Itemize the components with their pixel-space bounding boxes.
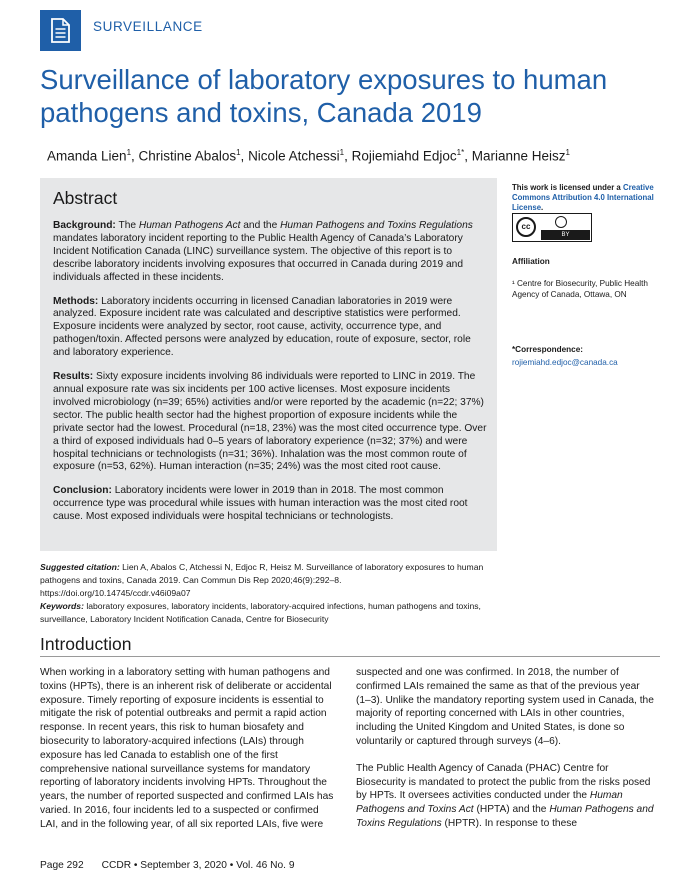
abstract-conclusion — [53, 485, 487, 524]
body-column-left — [40, 666, 338, 845]
results-text: Sixty exposure incidents involving 86 individuals were reported to LINC in 2019. The annual exposure rate was six incidents per 100 active licenses. Most exposure incidents involved microbiology (n=39; 65%) activities and/or were reported by the academic (n=22; 37%) sector. The public health sector had the highest proportion of exposure incidents while the private sector had the lowest. Procedural (n=18, 23%) was the most cited occurrence type. Over a third of exposed individuals had 0–5 years of laboratory experience (n=32; 37%) and were hospital technicians or technologists (n=31; 36%). Inhalation was the most common route of exposure (n=53, 62%). Human interaction (n=35; 24%) was the most cited root cause. — [53, 371, 487, 473]
suggested-citation-text: Lien A, Abalos C, Atchessi N, Edjoc R, Heisz M. Surveillance of laboratory exposures to human pathogens and toxins, Canada 2019. Can Commun Dis Rep 2020;46(9):292–8. https://doi.org/10.14745/ccdr.v46i09a07 — [40, 562, 484, 598]
methods-text: Laboratory incidents occurring in licensed Canadian laboratories in 2019 were analyzed. Exposure incident rate was calculated and descriptive statistics were performed. Exposure incidents were analyzed by sector, root cause, activity, occurrence type, and pathogen/toxin. Affected persons were analyzed by education, route of exposure, sector, role and laboratory experience. — [53, 295, 471, 359]
citation-block — [40, 561, 490, 626]
section-divider — [40, 656, 660, 657]
background-text: mandates laboratory incident reporting to the Public Health Agency of Canada’s Laboratory Incident Notification Canada (LINC) surveillance system. The objective of this report is to describe laboratory incidents involving exposures that occurred in Canada during 2019 and individuals affected in these incidents. — [53, 232, 464, 283]
document-icon — [51, 18, 70, 43]
body-text: The Public Health Agency of Canada (PHAC) Centre for Biosecurity is mandated to protect the public from the risks posed by HPTs. It oversees activities conducted under the — [356, 762, 651, 802]
regulations-name: Human Pathogens and Toxins Regulations — [356, 804, 654, 829]
author-name: Marianne Heisz — [471, 148, 566, 164]
title-line-2: pathogens and toxins, Canada 2019 — [40, 97, 482, 128]
keywords-text: laboratory exposures, laboratory incidents, laboratory-acquired infections, human pathogens and toxins, surveillance, Laboratory Incident Notification Canada, Centre for Biosecurity — [40, 601, 481, 624]
methods-label: Methods: — [53, 295, 99, 307]
author-list: Amanda Lien$^1$, Christine Abalos$^1$, Nicole Atchessi$^1$, Rojiemiahd Edjoc$^{1*}$, Marianne Heisz$^1$ — [47, 148, 570, 164]
author-name: Rojiemiahd Edjoc — [351, 148, 457, 164]
author-name: Nicole Atchessi — [248, 148, 340, 164]
conclusion-text: Laboratory incidents were lower in 2019 than in 2018. The most common occurrence type was procedural while issues with human interaction was the most cited root cause. Most exposed individuals were hospital technicians or technologists. — [53, 485, 468, 523]
license-suffix: . — [541, 203, 544, 212]
keywords-label: Keywords: — [40, 601, 84, 611]
act-name: Human Pathogens Act — [138, 220, 241, 231]
author-affiliation-mark: 1 — [236, 148, 241, 157]
author-name: Amanda Lien — [47, 148, 127, 164]
cc-icon: cc — [516, 217, 536, 237]
page-footer — [40, 860, 313, 871]
background-text: The — [115, 220, 139, 231]
page-number: Page 292 — [40, 860, 84, 871]
abstract-methods — [53, 296, 487, 361]
regulations-name: Human Pathogens and Toxins Regulations — [280, 220, 473, 231]
author-affiliation-mark: 1 — [126, 148, 132, 157]
article-title — [40, 63, 660, 129]
abstract-heading: Abstract — [53, 188, 118, 208]
conclusion-label: Conclusion: — [53, 485, 112, 497]
license-link[interactable]: Creative Commons Attribution 4.0 International License — [512, 183, 654, 212]
abstract-results — [53, 371, 487, 474]
section-label: SURVEILLANCE — [93, 19, 203, 34]
author-affiliation-mark: 1 — [339, 148, 345, 157]
section-badge — [40, 10, 81, 51]
background-label: Background: — [53, 220, 116, 231]
author-name: Christine Abalos — [138, 148, 237, 164]
background-text: and the — [240, 220, 281, 231]
author-affiliation-mark: 1* — [456, 148, 465, 157]
author-affiliation-mark: 1 — [565, 148, 570, 157]
correspondence-heading: *Correspondence: — [512, 345, 583, 354]
body-paragraph — [356, 762, 654, 831]
suggested-citation-label: Suggested citation: — [40, 562, 120, 572]
license-prefix: This work is licensed under a — [512, 183, 623, 192]
cc-by-badge[interactable] — [512, 213, 592, 242]
body-column-right — [356, 666, 654, 844]
body-text: (HPTA) and the — [473, 804, 550, 816]
person-icon — [555, 216, 567, 228]
affiliation-heading: Affiliation — [512, 257, 550, 266]
introduction-heading: Introduction — [40, 634, 132, 654]
title-line-1: Surveillance of laboratory exposures to human — [40, 64, 608, 95]
body-paragraph: When working in a laboratory setting with human pathogens and toxins (HPTs), there is an inherent risk of deliberate or accidental exposure. Timely reporting of exposure incidents is essential to mitigate the risk of potential outbreaks and permit a rapid action response. In recent years, this risk to human biosafety and biosecurity to laboratory-acquired infections (LAIs) through exposure has led Canada to establish one of the first comprehensive national surveillance systems for mandatory reporting of laboratory incidents involving HPTs. Throughout the years, the number of reported suspected and confirmed LAIs has varied. In 2016, four incidents led to a suspected or confirmed LAI, and in the following year, of all six reported LAIs, five were — [40, 667, 334, 830]
results-label: Results: — [53, 371, 94, 383]
affiliation-text: ¹ Centre for Biosecurity, Public Health Agency of Canada, Ottawa, ON — [512, 279, 648, 299]
abstract-background — [53, 220, 487, 285]
act-name: Human Pathogens and Toxins Act — [356, 790, 623, 816]
body-text: (HPTR). In response to these — [441, 817, 578, 829]
by-label: BY — [541, 230, 590, 240]
correspondence-email-link[interactable]: rojiemiahd.edjoc@canada.ca — [512, 358, 618, 367]
abstract-box — [40, 178, 497, 551]
license-notice — [512, 183, 657, 213]
body-paragraph: suspected and one was confirmed. In 2018, the number of confirmed LAIs remained the same as that of the previous year (1–3). Unlike the mandatory reporting system used in Canada, the majority of reporting concerned with LAIs in other countries, including the United Kingdom and United States, is done so voluntarily or captured through surveys (4–6). — [356, 667, 654, 747]
journal-info: CCDR • September 3, 2020 • Vol. 46 No. 9 — [101, 860, 295, 871]
